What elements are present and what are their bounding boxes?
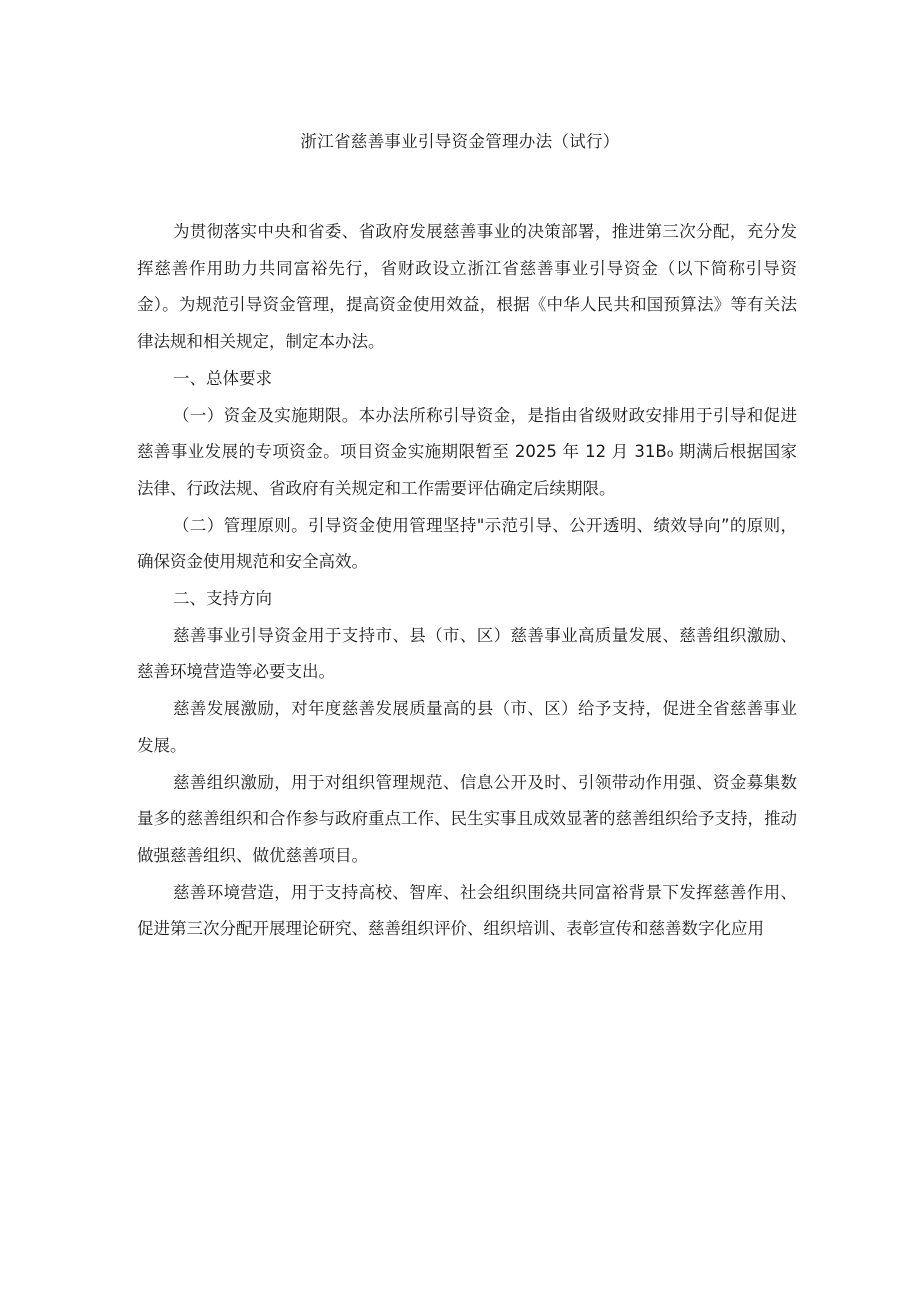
paragraph-development-incentive: 慈善发展激励，对年度慈善发展质量高的县（市、区）给予支持，促进全省慈善事业发展。 [137,699,797,755]
paragraph-organization-incentive: 慈善组织激励，用于对组织管理规范、信息公开及时、引领带动作用强、资金募集数量多的慈善组织和合作参与政府重点工作、民生实事且成效显著的慈善组织给予支持，推动做强慈善组织、做优慈善项目。 [137,772,797,865]
paragraph-intro: 为贯彻落实中央和省委、省政府发展慈善事业的决策部署，推进第三次分配，充分发挥慈善作用助力共同富裕先行，省财政设立浙江省慈善事业引导资金（以下简称引导资金）。为规范引导资金管理，提高资金使用效益，根据《中华人民共和国预算法》等有关法律法规和相关规定，制定本办法。 [137,222,797,352]
paragraph-management-principle: （二）管理原则。引导资金使用管理坚持"示范引导、公开透明、绩效导向”的原则，确保资金使用规范和安全高效。 [137,515,797,572]
paragraph-environment-building: 慈善环境营造，用于支持高校、智库、社会组织围绕共同富裕背景下发挥慈善作用、促进第三次分配开展理论研究、慈善组织评价、组织培训、表彰宣传和慈善数字化应用 [137,882,797,939]
paragraph-funding-period: （一）资金及实施期限。本办法所称引导资金，是指由省级财政安排用于引导和促进慈善事业发展的专项资金。项目资金实施期限暂至 2025 年 12 月 31B₀ 期满后根据国家法律、行政法规、省政府有关规定和工作需要评估确定后续期限。 [137,405,797,498]
paragraph-support-scope: 慈善事业引导资金用于支持市、县（市、区）慈善事业高质量发展、慈善组织激励、慈善环境营造等必要支出。 [137,625,797,682]
document-body [137,214,797,948]
document-title: 浙江省慈善事业引导资金管理办法（试行） [300,132,620,151]
section-heading-1: 一、总体要求 [173,368,272,388]
section-heading-2: 二、支持方向 [173,589,272,609]
